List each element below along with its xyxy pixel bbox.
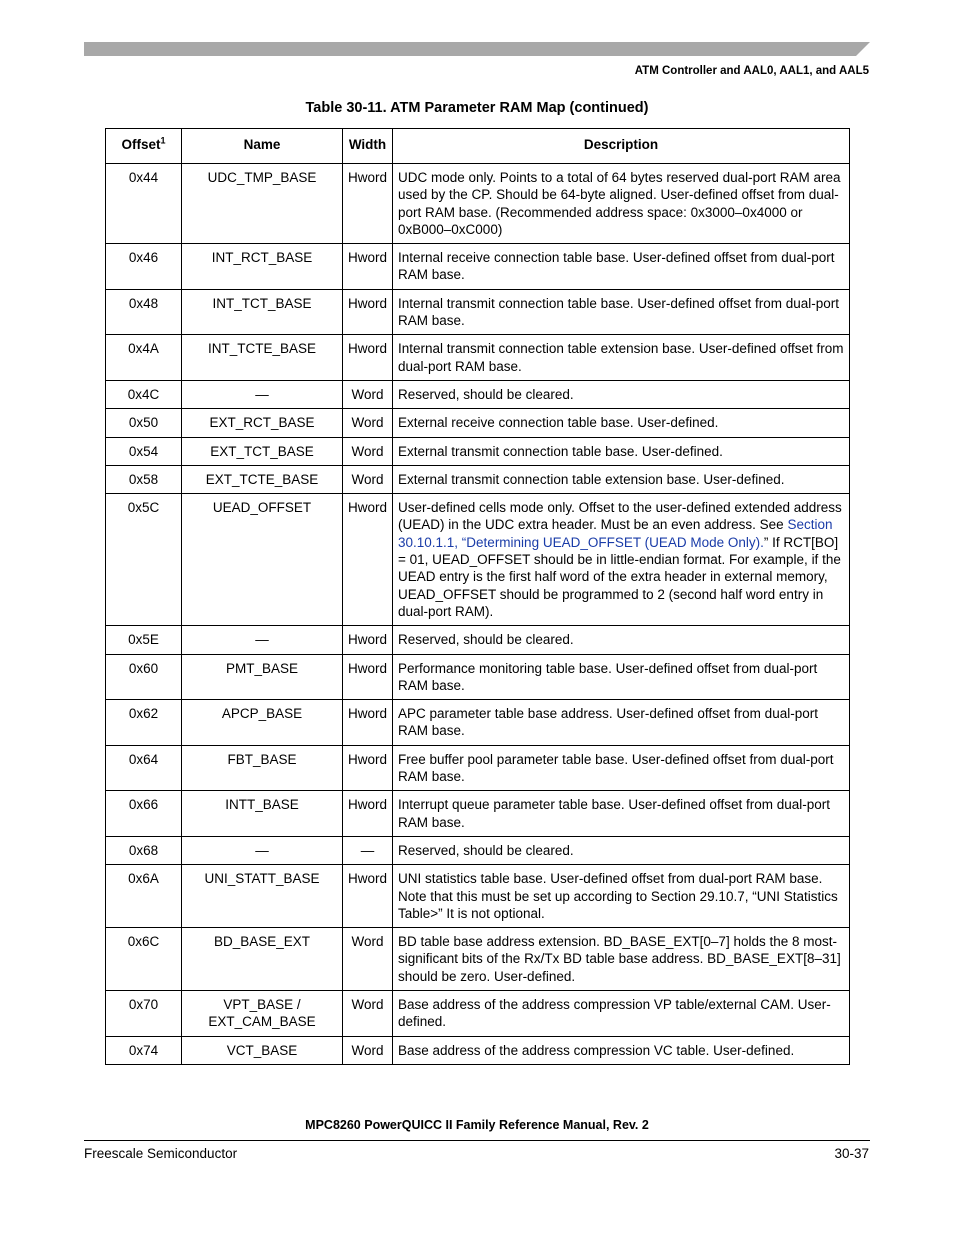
section-link[interactable]: Section 30.10.1.1, “Determining UEAD_OFFSET (UEAD Mode Only). [398, 517, 833, 550]
name-cell: EXT_TCTE_BASE [182, 465, 343, 493]
width-cell: Hword [343, 626, 393, 654]
offset-cell: 0x46 [106, 244, 182, 290]
offset-cell: 0x74 [106, 1036, 182, 1064]
table-header-row [106, 129, 850, 164]
offset-cell: 0x50 [106, 409, 182, 437]
description-cell: UDC mode only. Points to a total of 64 bytes reserved dual-port RAM area used by the CP. Should be 64-byte aligned. User-defined offset from dual-port RAM base. (Recommended address space: 0x3000–0x4000 or 0xB000–0xC000) [393, 164, 850, 244]
description-cell: Performance monitoring table base. User-defined offset from dual-port RAM base. [393, 654, 850, 700]
width-cell: Word [343, 990, 393, 1036]
offset-cell: 0x5E [106, 626, 182, 654]
name-cell: INT_TCTE_BASE [182, 335, 343, 381]
offset-cell: 0x68 [106, 836, 182, 864]
name-cell: — [182, 380, 343, 408]
width-cell: Word [343, 409, 393, 437]
width-cell: Hword [343, 865, 393, 928]
description-cell: External transmit connection table base. User-defined. [393, 437, 850, 465]
name-line: EXT_CAM_BASE [208, 1014, 316, 1030]
description-text: ” If RCT[BO] = 01, UEAD_OFFSET should be in little-endian format. For example, if the UEAD entry is the first half word of the extra header in external memory, UEAD_OFFSET should be programmed to 2 (second half word entry in dual-port RAM). [398, 534, 841, 619]
description-cell: APC parameter table base address. User-defined offset from dual-port RAM base. [393, 700, 850, 746]
name-cell: UNI_STATT_BASE [182, 865, 343, 928]
width-cell: Hword [343, 335, 393, 381]
name-cell: — [182, 626, 343, 654]
name-cell: EXT_RCT_BASE [182, 409, 343, 437]
description-cell: Internal transmit connection table base. User-defined offset from dual-port RAM base. [393, 289, 850, 335]
width-cell: Hword [343, 244, 393, 290]
name-cell: PMT_BASE [182, 654, 343, 700]
width-cell: Hword [343, 164, 393, 244]
table-row [106, 654, 850, 700]
description-cell: Base address of the address compression VP table/external CAM. User-defined. [393, 990, 850, 1036]
description-cell: Interrupt queue parameter table base. User-defined offset from dual-port RAM base. [393, 791, 850, 837]
column-header-width: Width [343, 129, 393, 164]
table-row [106, 244, 850, 290]
table-row [106, 745, 850, 791]
width-cell: Word [343, 437, 393, 465]
width-cell: Hword [343, 745, 393, 791]
offset-cell: 0x5C [106, 494, 182, 626]
name-cell: INTT_BASE [182, 791, 343, 837]
name-cell: INT_TCT_BASE [182, 289, 343, 335]
offset-cell: 0x54 [106, 437, 182, 465]
name-cell: UEAD_OFFSET [182, 494, 343, 626]
table-row [106, 990, 850, 1036]
name-cell: FBT_BASE [182, 745, 343, 791]
description-cell: Internal transmit connection table extension base. User-defined offset from dual-port RAM base. [393, 335, 850, 381]
description-cell: Reserved, should be cleared. [393, 836, 850, 864]
description-text: User-defined cells mode only. Offset to the user-defined extended address (UEAD) in the UDC extra header. Must be an even address. See [398, 500, 842, 533]
table-row [106, 289, 850, 335]
footer-divider [84, 1140, 870, 1141]
name-cell: VCT_BASE [182, 1036, 343, 1064]
description-cell: BD table base address extension. BD_BASE_EXT[0–7] holds the 8 most-significant bits of the Rx/Tx BD table base address. BD_BASE_EXT[8–31] should be zero. User-defined. [393, 928, 850, 991]
width-cell: Word [343, 1036, 393, 1064]
table-row [106, 791, 850, 837]
name-cell: EXT_TCT_BASE [182, 437, 343, 465]
width-cell: Hword [343, 289, 393, 335]
table-row [106, 494, 850, 626]
table-row [106, 626, 850, 654]
name-cell: — [182, 836, 343, 864]
manual-title: MPC8260 PowerQUICC II Family Reference Manual, Rev. 2 [305, 1118, 649, 1132]
table-row [106, 465, 850, 493]
description-cell: UNI statistics table base. User-defined offset from dual-port RAM base. Note that this must be set up according to Section 29.10.7, “UNI Statistics Table>” It is not optional. [393, 865, 850, 928]
offset-cell: 0x6C [106, 928, 182, 991]
width-cell: Word [343, 465, 393, 493]
description-cell: Internal receive connection table base. User-defined offset from dual-port RAM base. [393, 244, 850, 290]
offset-cell: 0x70 [106, 990, 182, 1036]
name-cell: APCP_BASE [182, 700, 343, 746]
table-row [106, 437, 850, 465]
company-name: Freescale Semiconductor [84, 1146, 238, 1161]
table-title: Table 30-11. ATM Parameter RAM Map (continued) [305, 100, 649, 116]
offset-cell: 0x66 [106, 791, 182, 837]
width-cell: Hword [343, 791, 393, 837]
column-header-description: Description [393, 129, 850, 164]
name-cell: INT_RCT_BASE [182, 244, 343, 290]
table-row [106, 700, 850, 746]
offset-cell: 0x48 [106, 289, 182, 335]
description-cell: Base address of the address compression VC table. User-defined. [393, 1036, 850, 1064]
offset-cell: 0x4C [106, 380, 182, 408]
description-cell: External transmit connection table extension base. User-defined. [393, 465, 850, 493]
offset-cell: 0x58 [106, 465, 182, 493]
column-header-offset: Offset$^1$ [106, 129, 182, 164]
chapter-header: ATM Controller and AAL0, AAL1, and AAL5 [634, 65, 869, 77]
table-row [106, 836, 850, 864]
width-cell: Word [343, 380, 393, 408]
parameter-ram-table [105, 128, 850, 1065]
width-cell: Word [343, 928, 393, 991]
width-cell: Hword [343, 700, 393, 746]
table-row [106, 1036, 850, 1064]
description-cell: External receive connection table base. User-defined. [393, 409, 850, 437]
width-cell: — [343, 836, 393, 864]
table-row [106, 164, 850, 244]
description-cell: Reserved, should be cleared. [393, 380, 850, 408]
offset-cell: 0x4A [106, 335, 182, 381]
table-row [106, 865, 850, 928]
offset-cell: 0x60 [106, 654, 182, 700]
description-cell: Reserved, should be cleared. [393, 626, 850, 654]
width-cell: Hword [343, 654, 393, 700]
description-cell: Free buffer pool parameter table base. User-defined offset from dual-port RAM base. [393, 745, 850, 791]
table-row [106, 335, 850, 381]
description-cell [393, 494, 850, 626]
offset-cell: 0x44 [106, 164, 182, 244]
name-line: VPT_BASE / [223, 996, 301, 1012]
width-cell: Hword [343, 494, 393, 626]
name-cell [182, 990, 343, 1036]
offset-cell: 0x64 [106, 745, 182, 791]
footnote-marker: 1 [160, 135, 166, 146]
name-cell: BD_BASE_EXT [182, 928, 343, 991]
column-header-name: Name [182, 129, 343, 164]
table-row [106, 409, 850, 437]
table-row [106, 380, 850, 408]
header-bar [84, 42, 870, 56]
page-number: 30-37 [834, 1146, 869, 1161]
name-cell: UDC_TMP_BASE [182, 164, 343, 244]
offset-cell: 0x6A [106, 865, 182, 928]
offset-cell: 0x62 [106, 700, 182, 746]
table-row [106, 928, 850, 991]
